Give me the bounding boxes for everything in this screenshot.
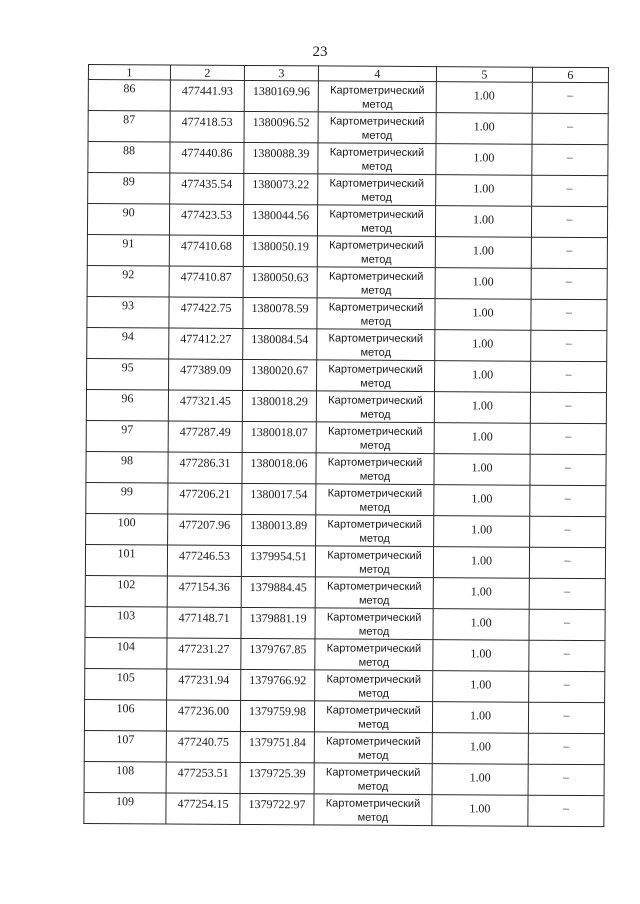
method-cell: Картометрический метод: [314, 732, 432, 764]
method-cell: Картометрический метод: [316, 453, 434, 485]
method-cell: Картометрический метод: [315, 670, 433, 702]
y-coordinate-cell: 1380050.63: [243, 266, 317, 297]
accuracy-cell: 1.00: [435, 237, 531, 269]
note-cell: –: [532, 82, 608, 113]
note-cell: –: [530, 423, 606, 454]
coordinates-table: [83, 64, 609, 827]
y-coordinate-cell: 1380169.96: [244, 80, 318, 111]
table-row: [87, 265, 607, 299]
table-row: [87, 358, 607, 392]
column-header-1: 1: [88, 65, 170, 81]
method-cell: Картометрический метод: [317, 205, 435, 237]
point-number-cell: 96: [86, 389, 168, 421]
y-coordinate-cell: 1379881.19: [241, 607, 315, 638]
table-row: [87, 204, 607, 238]
x-coordinate-cell: 477240.75: [166, 731, 240, 762]
x-coordinate-cell: 477236.00: [166, 700, 240, 731]
x-coordinate-cell: 477287.49: [168, 421, 242, 452]
y-coordinate-cell: 1380073.22: [244, 173, 318, 204]
y-coordinate-cell: 1379766.92: [241, 669, 315, 700]
note-cell: –: [530, 485, 606, 516]
table-row: [86, 513, 606, 547]
note-cell: –: [529, 547, 605, 578]
accuracy-cell: 1.00: [433, 671, 529, 703]
point-number-cell: 92: [87, 265, 169, 297]
point-number-cell: 94: [87, 327, 169, 359]
x-coordinate-cell: 477253.51: [166, 762, 240, 793]
method-cell: Картометрический метод: [315, 639, 433, 671]
accuracy-cell: 1.00: [436, 113, 532, 145]
method-cell: Картометрический метод: [316, 515, 434, 547]
table-row: [84, 792, 604, 826]
table-row: [87, 234, 607, 268]
point-number-cell: 100: [86, 513, 168, 545]
accuracy-cell: 1.00: [436, 175, 532, 207]
point-number-cell: 104: [85, 637, 167, 669]
table-row: [88, 173, 608, 207]
point-number-cell: 98: [86, 451, 168, 483]
point-number-cell: 109: [84, 792, 166, 824]
point-number-cell: 97: [86, 420, 168, 452]
method-cell: Картометрический метод: [314, 763, 432, 795]
accuracy-cell: 1.00: [433, 609, 529, 641]
method-cell: Картометрический метод: [317, 267, 435, 299]
note-cell: –: [531, 299, 607, 330]
table-row: [88, 80, 608, 114]
note-cell: –: [531, 268, 607, 299]
note-cell: –: [528, 795, 604, 826]
x-coordinate-cell: 477410.68: [169, 235, 243, 266]
method-cell: Картометрический метод: [315, 608, 433, 640]
method-cell: Картометрический метод: [316, 422, 434, 454]
table-row: [86, 451, 606, 485]
note-cell: –: [530, 454, 606, 485]
x-coordinate-cell: 477422.75: [169, 297, 243, 328]
method-cell: Картометрический метод: [317, 360, 435, 392]
note-cell: –: [528, 764, 604, 795]
point-number-cell: 88: [88, 142, 170, 174]
point-number-cell: 87: [88, 111, 170, 143]
x-coordinate-cell: 477418.53: [170, 111, 244, 142]
method-cell: Картометрический метод: [315, 546, 433, 578]
accuracy-cell: 1.00: [432, 733, 528, 765]
point-number-cell: 106: [84, 699, 166, 731]
y-coordinate-cell: 1379759.98: [240, 700, 314, 731]
y-coordinate-cell: 1380096.52: [244, 111, 318, 142]
table-row: [86, 389, 606, 423]
y-coordinate-cell: 1380013.89: [242, 514, 316, 545]
note-cell: –: [529, 578, 605, 609]
table-row: [87, 296, 607, 330]
table-row: [86, 420, 606, 454]
x-coordinate-cell: 477207.96: [168, 514, 242, 545]
table-body: [84, 80, 609, 827]
point-number-cell: 89: [88, 173, 170, 205]
note-cell: –: [529, 671, 605, 702]
column-header-4: 4: [318, 66, 436, 82]
coordinates-table-container: [83, 64, 609, 827]
x-coordinate-cell: 477440.86: [170, 142, 244, 173]
note-cell: –: [528, 702, 604, 733]
point-number-cell: 91: [87, 234, 169, 266]
accuracy-cell: 1.00: [432, 702, 528, 734]
accuracy-cell: 1.00: [432, 764, 528, 796]
method-cell: Картометрический метод: [317, 329, 435, 361]
point-number-cell: 99: [86, 482, 168, 514]
accuracy-cell: 1.00: [434, 454, 530, 486]
point-number-cell: 105: [85, 668, 167, 700]
point-number-cell: 95: [87, 358, 169, 390]
x-coordinate-cell: 477423.53: [169, 204, 243, 235]
method-cell: Картометрический метод: [317, 298, 435, 330]
y-coordinate-cell: 1380018.06: [242, 452, 316, 483]
y-coordinate-cell: 1380078.59: [243, 297, 317, 328]
accuracy-cell: 1.00: [433, 640, 529, 672]
y-coordinate-cell: 1379954.51: [241, 545, 315, 576]
y-coordinate-cell: 1380017.54: [242, 483, 316, 514]
table-row: [85, 668, 605, 702]
y-coordinate-cell: 1380088.39: [244, 142, 318, 173]
y-coordinate-cell: 1380084.54: [243, 328, 317, 359]
x-coordinate-cell: 477206.21: [168, 483, 242, 514]
accuracy-cell: 1.00: [434, 516, 530, 548]
x-coordinate-cell: 477441.93: [170, 80, 244, 111]
y-coordinate-cell: 1380018.29: [242, 390, 316, 421]
x-coordinate-cell: 477435.54: [170, 173, 244, 204]
table-row: [85, 606, 605, 640]
note-cell: –: [529, 609, 605, 640]
table-row: [84, 730, 604, 764]
y-coordinate-cell: 1380020.67: [243, 359, 317, 390]
y-coordinate-cell: 1379884.45: [241, 576, 315, 607]
point-number-cell: 108: [84, 761, 166, 793]
point-number-cell: 90: [87, 204, 169, 236]
y-coordinate-cell: 1379751.84: [240, 731, 314, 762]
x-coordinate-cell: 477154.36: [167, 576, 241, 607]
point-number-cell: 93: [87, 296, 169, 328]
accuracy-cell: 1.00: [435, 330, 531, 362]
method-cell: Картометрический метод: [316, 391, 434, 423]
y-coordinate-cell: 1379725.39: [240, 762, 314, 793]
note-cell: –: [528, 733, 604, 764]
note-cell: –: [531, 237, 607, 268]
point-number-cell: 107: [84, 730, 166, 762]
x-coordinate-cell: 477321.45: [168, 390, 242, 421]
note-cell: –: [532, 175, 608, 206]
accuracy-cell: 1.00: [435, 268, 531, 300]
table-row: [87, 327, 607, 361]
x-coordinate-cell: 477231.94: [167, 669, 241, 700]
x-coordinate-cell: 477148.71: [167, 607, 241, 638]
table-row: [86, 482, 606, 516]
column-header-3: 3: [244, 65, 318, 80]
table-row: [85, 637, 605, 671]
accuracy-cell: 1.00: [435, 206, 531, 238]
page-number: 23: [312, 44, 328, 60]
note-cell: –: [531, 330, 607, 361]
accuracy-cell: 1.00: [433, 547, 529, 579]
method-cell: Картометрический метод: [315, 577, 433, 609]
point-number-cell: 86: [88, 80, 170, 112]
point-number-cell: 101: [85, 544, 167, 576]
note-cell: –: [530, 516, 606, 547]
accuracy-cell: 1.00: [434, 392, 530, 424]
y-coordinate-cell: 1380050.19: [243, 235, 317, 266]
x-coordinate-cell: 477410.87: [169, 266, 243, 297]
note-cell: –: [530, 392, 606, 423]
method-cell: Картометрический метод: [318, 112, 436, 144]
accuracy-cell: 1.00: [434, 485, 530, 517]
point-number-cell: 103: [85, 606, 167, 638]
y-coordinate-cell: 1380044.56: [243, 204, 317, 235]
accuracy-cell: 1.00: [436, 82, 532, 114]
column-header-2: 2: [170, 65, 244, 80]
accuracy-cell: 1.00: [432, 795, 528, 827]
method-cell: Картометрический метод: [318, 143, 436, 175]
column-header-5: 5: [436, 67, 532, 83]
method-cell: Картометрический метод: [317, 236, 435, 268]
note-cell: –: [531, 206, 607, 237]
table-row: [88, 111, 608, 145]
x-coordinate-cell: 477389.09: [169, 359, 243, 390]
x-coordinate-cell: 477412.27: [169, 328, 243, 359]
x-coordinate-cell: 477231.27: [167, 638, 241, 669]
y-coordinate-cell: 1379722.97: [240, 793, 314, 824]
note-cell: –: [529, 640, 605, 671]
table-row: [88, 142, 608, 176]
accuracy-cell: 1.00: [435, 361, 531, 393]
note-cell: –: [532, 113, 608, 144]
note-cell: –: [531, 361, 607, 392]
y-coordinate-cell: 1380018.07: [242, 421, 316, 452]
table-row: [84, 761, 604, 795]
accuracy-cell: 1.00: [434, 423, 530, 455]
table-row: [85, 575, 605, 609]
method-cell: Картометрический метод: [318, 174, 436, 206]
x-coordinate-cell: 477246.53: [167, 545, 241, 576]
x-coordinate-cell: 477254.15: [166, 793, 240, 824]
method-cell: Картометрический метод: [314, 794, 432, 826]
table-row: [84, 699, 604, 733]
column-header-6: 6: [532, 67, 608, 82]
method-cell: Картометрический метод: [316, 484, 434, 516]
method-cell: Картометрический метод: [314, 701, 432, 733]
table-row: [85, 544, 605, 578]
accuracy-cell: 1.00: [436, 144, 532, 176]
accuracy-cell: 1.00: [435, 299, 531, 331]
point-number-cell: 102: [85, 575, 167, 607]
note-cell: –: [532, 144, 608, 175]
method-cell: Картометрический метод: [318, 81, 436, 113]
accuracy-cell: 1.00: [433, 578, 529, 610]
x-coordinate-cell: 477286.31: [168, 452, 242, 483]
y-coordinate-cell: 1379767.85: [241, 638, 315, 669]
